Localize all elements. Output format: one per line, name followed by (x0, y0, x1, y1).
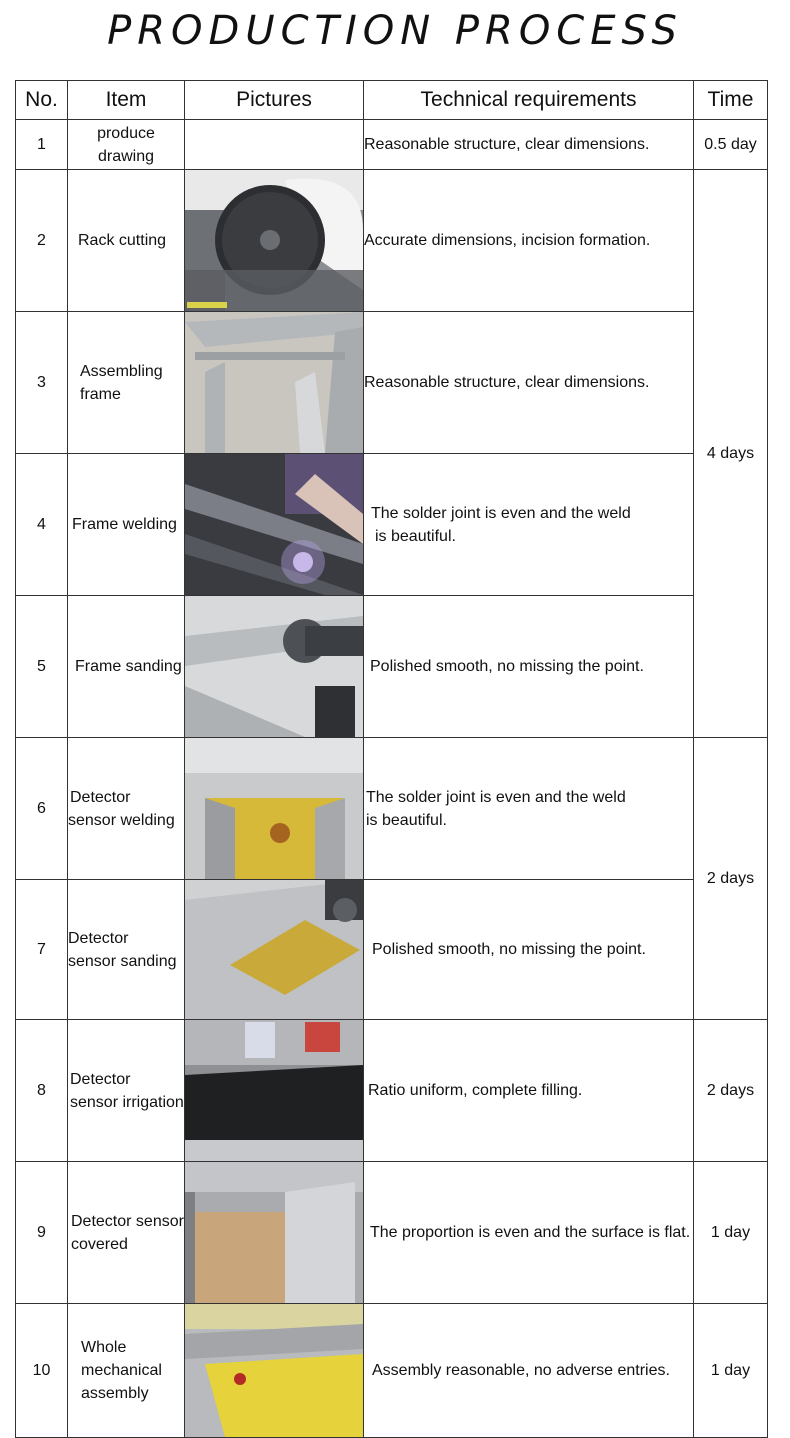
row-item (68, 738, 185, 880)
header-requirements: Technical requirements (364, 81, 694, 120)
table-row (16, 120, 768, 170)
table-row (16, 454, 768, 596)
row-requirement (364, 1162, 694, 1304)
rack-cutting-photo (185, 170, 363, 311)
whole-mechanical-assembly-photo (185, 1304, 363, 1437)
row-item (68, 596, 185, 738)
item-line: drawing (97, 147, 155, 165)
table-row (16, 1304, 768, 1438)
row-picture (185, 1304, 364, 1438)
row-requirement (364, 120, 694, 170)
item-line: Whole (81, 1339, 127, 1356)
item-line: frame (80, 385, 121, 403)
table-row (16, 1162, 768, 1304)
page-title: PRODUCTION PROCESS (107, 8, 683, 54)
header-time: Time (694, 81, 768, 120)
item-line: Assembling (80, 362, 163, 380)
item-line: assembly (81, 1385, 149, 1402)
row-time: 1 day (694, 1304, 768, 1438)
row-number: 3 (16, 312, 68, 454)
requirement-line: The solder joint is even and the weld (366, 788, 626, 806)
row-requirement (364, 454, 694, 596)
item-line: mechanical (81, 1362, 162, 1379)
requirement-line: Reasonable structure, clear dimensions. (364, 374, 650, 391)
item-line: Detector (68, 929, 129, 947)
item-line: covered (71, 1235, 128, 1253)
requirement-line: Polished smooth, no missing the point. (372, 941, 646, 958)
row-time: 2 days (694, 738, 768, 1020)
row-number: 5 (16, 596, 68, 738)
detector-sensor-irrigation-photo (185, 1020, 363, 1161)
row-picture (185, 1162, 364, 1304)
row-item (68, 1020, 185, 1162)
requirement-line: is beautiful. (375, 527, 456, 545)
row-time: 0.5 day (694, 120, 768, 170)
row-item (68, 312, 185, 454)
production-process-table (15, 80, 768, 1438)
row-item (68, 1162, 185, 1304)
row-item (68, 170, 185, 312)
header-row (16, 81, 768, 120)
row-requirement (364, 738, 694, 880)
row-requirement (364, 312, 694, 454)
item-line: sensor sanding (68, 952, 177, 970)
row-requirement (364, 880, 694, 1020)
row-picture (185, 738, 364, 880)
row-picture (185, 312, 364, 454)
row-number: 7 (16, 880, 68, 1020)
row-item (68, 1304, 185, 1438)
row-number: 10 (16, 1304, 68, 1438)
row-number: 4 (16, 454, 68, 596)
requirement-line: Assembly reasonable, no adverse entries. (372, 1362, 670, 1379)
requirement-line: The solder joint is even and the weld (371, 504, 631, 522)
row-time: 1 day (694, 1162, 768, 1304)
row-requirement (364, 170, 694, 312)
row-picture (185, 596, 364, 738)
table-row (16, 312, 768, 454)
row-picture (185, 880, 364, 1020)
item-line: produce (97, 124, 155, 142)
row-time: 2 days (694, 1020, 768, 1162)
requirement-line: Polished smooth, no missing the point. (370, 658, 644, 675)
requirement-line: The proportion is even and the surface is flat. (370, 1224, 691, 1241)
row-item (68, 120, 185, 170)
detector-sensor-welding-photo (185, 738, 363, 879)
item-line: sensor welding (68, 811, 175, 829)
row-item (68, 454, 185, 596)
frame-welding-photo (185, 454, 363, 595)
requirement-line: Accurate dimensions, incision formation. (364, 232, 651, 249)
item-line: Detector sensor (71, 1212, 184, 1230)
row-number: 8 (16, 1020, 68, 1162)
item-line: Detector (70, 788, 131, 806)
header-no: No. (16, 81, 68, 120)
row-picture (185, 454, 364, 596)
row-picture-empty (185, 120, 364, 170)
item-line: sensor irrigation (70, 1093, 184, 1111)
row-requirement (364, 596, 694, 738)
requirement-line: Reasonable structure, clear dimensions. (364, 136, 650, 153)
row-picture (185, 1020, 364, 1162)
table-row (16, 1020, 768, 1162)
row-number: 1 (16, 120, 68, 170)
row-number: 9 (16, 1162, 68, 1304)
detector-sensor-covered-photo (185, 1162, 363, 1303)
requirement-line: Ratio uniform, complete filling. (368, 1082, 583, 1099)
table-row (16, 738, 768, 880)
row-requirement (364, 1304, 694, 1438)
table-row (16, 880, 768, 1020)
assembling-frame-photo (185, 312, 363, 453)
item-line: Rack cutting (78, 232, 167, 249)
table-row (16, 596, 768, 738)
header-item: Item (68, 81, 185, 120)
row-number: 6 (16, 738, 68, 880)
row-time: 4 days (694, 170, 768, 738)
row-picture (185, 170, 364, 312)
row-item (68, 880, 185, 1020)
row-requirement (364, 1020, 694, 1162)
detector-sensor-sanding-photo (185, 880, 363, 1019)
item-line: Frame sanding (75, 658, 182, 675)
header-pictures: Pictures (185, 81, 364, 120)
requirement-line: is beautiful. (366, 811, 447, 829)
frame-sanding-photo (185, 596, 363, 737)
table-row (16, 170, 768, 312)
item-line: Detector (70, 1070, 131, 1088)
item-line: Frame welding (72, 516, 177, 533)
row-number: 2 (16, 170, 68, 312)
